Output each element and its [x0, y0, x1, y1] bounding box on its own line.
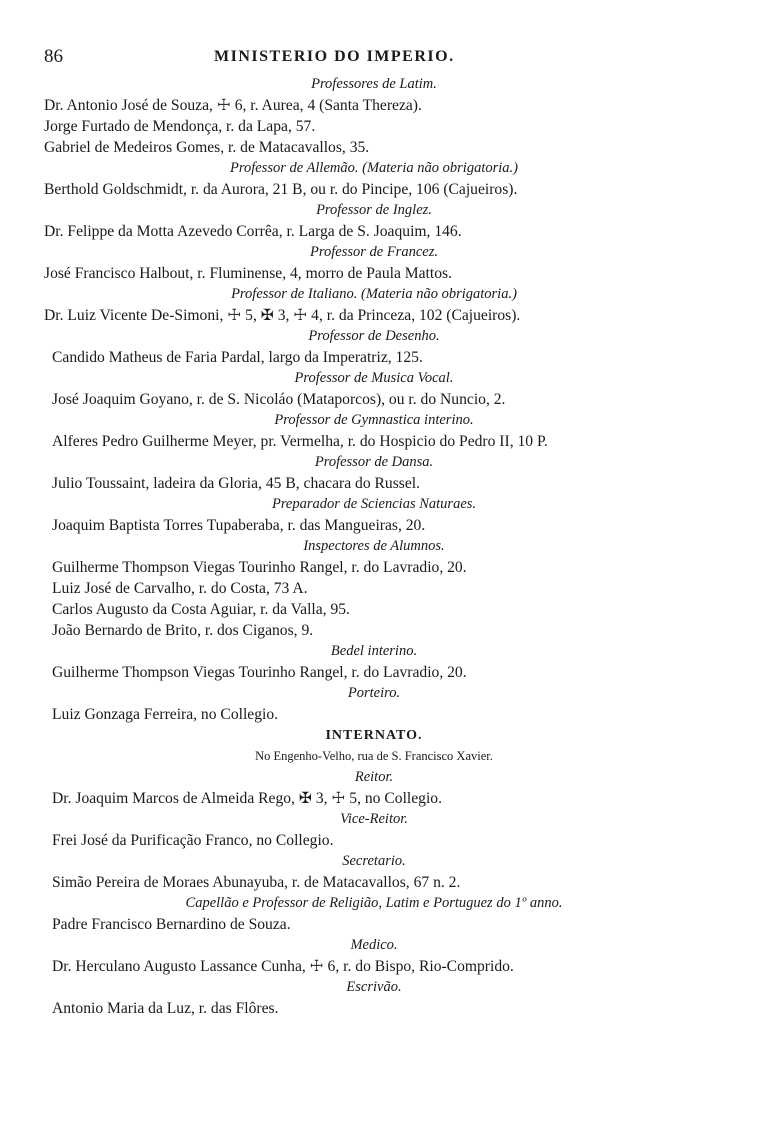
section-heading: Inspectores de Alumnos.	[303, 538, 445, 554]
location-note: No Engenho-Velho, rua de S. Francisco Xavier.	[255, 749, 493, 763]
page-header	[44, 44, 684, 72]
section-heading: Professor de Musica Vocal.	[294, 370, 454, 386]
section-heading: Vice-Reitor.	[340, 811, 408, 827]
directory-entry: Guilherme Thompson Viegas Tourinho Rangel, r. do Lavradio, 20.	[52, 664, 467, 681]
directory-entry: Dr. Luiz Vicente De-Simoni, ☩ 5, ✠ 3, ☩ 4, r. da Princeza, 102 (Cajueiros).	[44, 307, 521, 324]
running-title: MINISTERIO DO IMPERIO.	[214, 48, 455, 65]
directory-entry: Berthold Goldschmidt, r. da Aurora, 21 B, ou r. do Pincipe, 106 (Cajueiros).	[44, 181, 518, 198]
directory-entry: Antonio Maria da Luz, r. das Flôres.	[52, 1000, 279, 1017]
directory-entry: Alferes Pedro Guilherme Meyer, pr. Vermelha, r. do Hospicio do Pedro II, 10 P.	[52, 433, 548, 450]
section-heading: Reitor.	[354, 769, 394, 785]
section-heading: Capellão e Professor de Religião, Latim e Portuguez do 1º anno.	[185, 895, 563, 911]
section-heading: Professor de Gymnastica interino.	[274, 412, 474, 428]
directory-entry: Guilherme Thompson Viegas Tourinho Rangel, r. do Lavradio, 20.	[52, 559, 467, 576]
directory-entry: Candido Matheus de Faria Pardal, largo da Imperatriz, 125.	[52, 349, 423, 366]
directory-entry: Joaquim Baptista Torres Tupaberaba, r. das Mangueiras, 20.	[52, 517, 426, 534]
section-heading: Porteiro.	[347, 685, 401, 701]
directory-entry: Simão Pereira de Moraes Abunayuba, r. de Matacavallos, 67 n. 2.	[52, 874, 461, 891]
directory-entry: Padre Francisco Bernardino de Souza.	[52, 916, 291, 933]
section-heading: Medico.	[350, 937, 398, 953]
section-heading: Professores de Latim.	[311, 76, 437, 92]
directory-entry: João Bernardo de Brito, r. dos Ciganos, 9.	[52, 622, 314, 639]
section-heading: Professor de Dansa.	[314, 454, 434, 470]
directory-entry: José Joaquim Goyano, r. de S. Nicoláo (Mataporcos), ou r. do Nuncio, 2.	[52, 391, 506, 408]
directory-entry: José Francisco Halbout, r. Fluminense, 4, morro de Paula Mattos.	[44, 265, 452, 282]
directory-entry: Luiz José de Carvalho, r. do Costa, 73 A.	[52, 580, 308, 597]
section-heading: Secretario.	[342, 853, 406, 869]
section-heading: Professor de Inglez.	[316, 202, 432, 218]
section-heading: Bedel interino.	[330, 643, 418, 659]
directory-entry: Frei José da Purificação Franco, no Collegio.	[52, 832, 334, 849]
section-heading: Professor de Allemão. (Materia não obrigatoria.)	[230, 160, 518, 176]
section-title: INTERNATO.	[325, 728, 423, 743]
directory-entry: Julio Toussaint, ladeira da Gloria, 45 B, chacara do Russel.	[52, 475, 421, 492]
section-heading: Preparador de Sciencias Naturaes.	[271, 496, 477, 512]
section-heading: Professor de Francez.	[310, 244, 438, 260]
directory-entry: Jorge Furtado de Mendonça, r. da Lapa, 57.	[44, 118, 316, 135]
section-heading: Professor de Desenho.	[308, 328, 440, 344]
page-body	[44, 74, 704, 1019]
directory-entry: Dr. Herculano Augusto Lassance Cunha, ☩ 6, r. do Bispo, Rio-Comprido.	[52, 958, 514, 975]
section-heading: Escrivão.	[346, 979, 402, 995]
directory-entry: Carlos Augusto da Costa Aguiar, r. da Valla, 95.	[52, 601, 350, 618]
directory-entry: Dr. Antonio José de Souza, ☩ 6, r. Aurea, 4 (Santa Thereza).	[44, 97, 422, 114]
directory-entry: Dr. Felippe da Motta Azevedo Corrêa, r. Larga de S. Joaquim, 146.	[44, 223, 462, 240]
directory-entry: Gabriel de Medeiros Gomes, r. de Matacavallos, 35.	[44, 139, 370, 156]
section-heading: Professor de Italiano. (Materia não obrigatoria.)	[231, 286, 517, 302]
directory-entry: Dr. Joaquim Marcos de Almeida Rego, ✠ 3, ☩ 5, no Collegio.	[52, 790, 442, 807]
page-number: 86	[44, 46, 63, 67]
directory-entry: Luiz Gonzaga Ferreira, no Collegio.	[52, 706, 279, 723]
